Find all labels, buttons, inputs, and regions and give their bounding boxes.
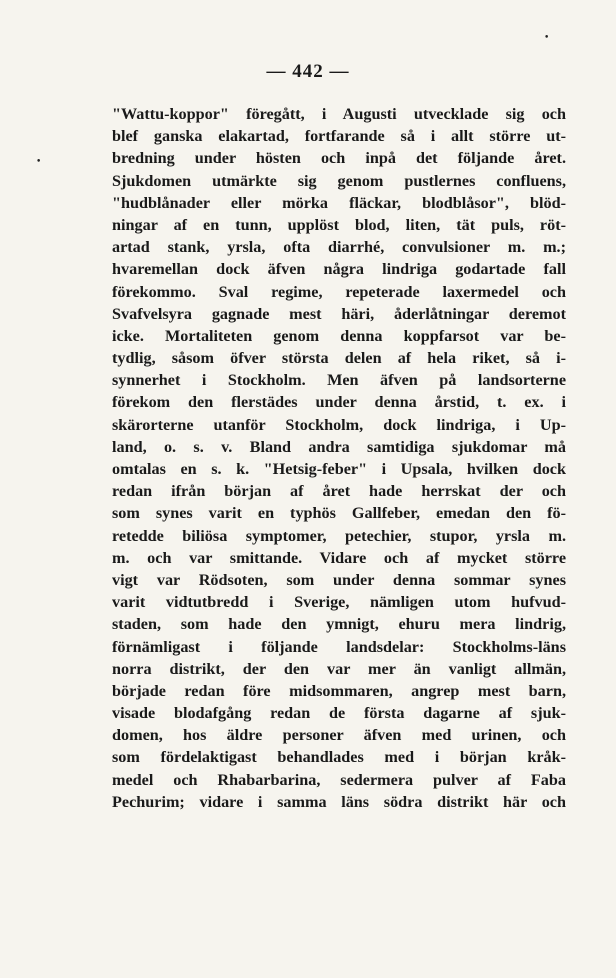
text-line: norra distrikt, der den var mer än vanligt allmän, [112,659,566,678]
text-line: Svafvelsyra gagnade mest häri, åderlåtningar deremot [112,304,566,323]
text-line: omtalas en s. k. "Hetsig-feber" i Upsala, hvilken dock [112,460,566,478]
text-line: land, o. s. v. Bland andra samtidiga sjukdomar må [112,437,566,456]
text-line: artad stank, yrsla, ofta diarrhé, convulsioner m. m.; [112,238,566,257]
text-line: förekommo. Sval regime, repeterade laxermedel och [112,282,566,301]
text-line: icke. Mortaliteten genom denna koppfarsot var be- [112,326,566,345]
text-line: förekom den flerstädes under denna årstid, t. ex. i [112,393,566,412]
text-line: domen, hos äldre personer äfven med urinen, och [112,726,566,745]
text-line: Sjukdomen utmärkte sig genom pustlernes confluens, [112,171,566,190]
text-line: vigt var Rödsoten, som under denna sommar synes [112,570,566,589]
text-line: tydlig, såsom öfver största delen af hela riket, så i- [112,349,566,368]
text-line: som fördelaktigast behandlades med i början kråk- [112,748,566,767]
text-line: varit vidtutbredd i Sverige, nämligen utom hufvud- [112,593,566,612]
text-line: "hudblånader eller mörka fläckar, blodblåsor", blöd- [112,193,566,212]
page-number: — 442 — [266,61,350,82]
text-line: staden, som hade den ymnigt, ehuru mera lindrig, [112,615,566,634]
text-line: visade blodafgång redan de första dagarne af sjuk- [112,704,566,723]
body-paragraph [112,103,566,813]
ink-speck: • [544,33,550,43]
text-line: m. och var smittande. Vidare och af mycket större [112,548,566,567]
text-line: medel och Rhabarbarina, sedermera pulver af Faba [112,770,566,789]
text-line: "Wattu-koppor" föregått, i Augusti utvecklade sig och [112,105,566,123]
text-line: retedde biliösa symptomer, petechier, stupor, yrsla m. [112,526,566,545]
text-line: började redan före midsommaren, angrep mest barn, [112,681,566,700]
text-line: hvaremellan dock äfven några lindriga godartade fall [112,260,566,279]
text-line: blef ganska elakartad, fortfarande så i allt större ut- [112,127,566,146]
text-line: synnerhet i Stockholm. Men äfven på landsorterne [112,371,566,390]
text-line: som synes varit en typhös Gallfeber, emedan den fö- [112,504,566,523]
text-line: redan ifrån början af året hade herrskat der och [112,482,566,501]
ink-speck: • [36,157,42,167]
text-line: skärorterne utanför Stockholm, dock lindriga, i Up- [112,415,566,434]
text-line: ningar af en tunn, upplöst blod, liten, tät puls, röt- [112,215,566,234]
text-line: bredning under hösten och inpå det följande året. [112,149,566,168]
text-line: Pechurim; vidare i samma läns södra distrikt här och [112,792,566,811]
text-line: förnämligast i följande landsdelar: Stockholms-läns [112,637,566,656]
